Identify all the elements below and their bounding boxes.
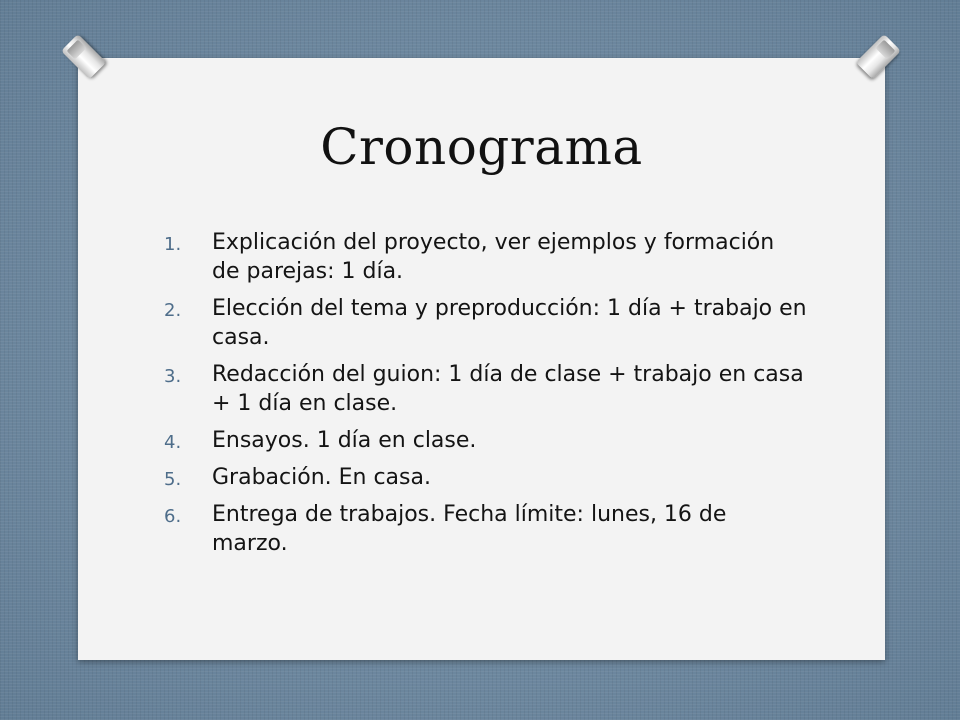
list-item-text: Entrega de trabajos. Fecha límite: lunes, 16 de marzo. [212, 502, 727, 556]
list-item [158, 426, 808, 455]
schedule-list [158, 228, 808, 566]
list-item-text: Elección del tema y preproducción: 1 día + trabajo en casa. [212, 296, 807, 350]
list-item [158, 500, 808, 558]
list-item-text: Grabación. En casa. [212, 465, 431, 490]
list-item-text: Explicación del proyecto, ver ejemplos y formación de parejas: 1 día. [212, 230, 775, 284]
list-item-number: 1. [164, 234, 182, 255]
list-item-number: 2. [164, 300, 182, 321]
list-item [158, 294, 808, 352]
list-item-text: Ensayos. 1 día en clase. [212, 428, 477, 453]
list-item-number: 6. [164, 506, 182, 527]
list-item-number: 5. [164, 469, 182, 490]
list-item-text: Redacción del guion: 1 día de clase + trabajo en casa + 1 día en clase. [212, 362, 804, 416]
list-item [158, 228, 808, 286]
list-item-number: 3. [164, 366, 182, 387]
slide-title: Cronograma [320, 118, 643, 176]
list-item-number: 4. [164, 432, 182, 453]
list-item [158, 463, 808, 492]
list-item [158, 360, 808, 418]
